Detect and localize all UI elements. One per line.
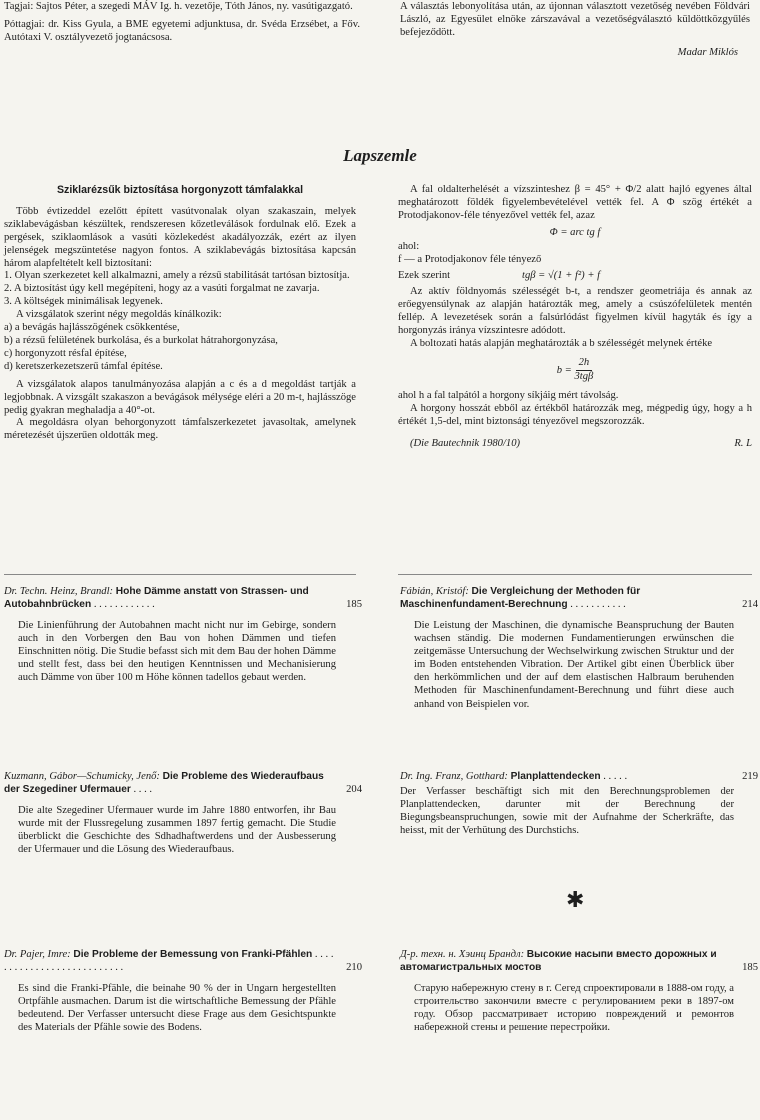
abstract-brandl-de bbox=[4, 585, 362, 684]
abstract-kuzmann bbox=[4, 770, 362, 856]
option-b: b) a rézsű felületének burkolása, és a burkolat hátrahorgonyzása, bbox=[4, 334, 278, 346]
arch-effect-paragraph: A boltozati hatás alapján meghatározták a b szélességét melynek értéke bbox=[410, 337, 713, 349]
abstract-text: Die Linienführung der Autobahnen macht nicht nur im Gebirge, sondern auch in den Vorbergen den Bau von hohen Dämmen und tiefen Einschnitten nötig. Die Studie befasst sich mit dem Bau der hohen Dämme und stellt fest, dass bei den heutigen Kenntnissen und Mechanisierung auch Dämme von über 100 m Höhe können tadellos gebaut werden. bbox=[18, 620, 336, 684]
study-paragraph: A vizsgálatok alapos tanulmányozása alapján a c és a d megoldást tartják a legjobbnak. A vizsgált szakaszon a bevágások mélysége eléri a 20 m-t, hajlásszöge pedig gyakran meghaladja a 40°-ot. bbox=[4, 378, 356, 416]
abstract-header bbox=[4, 585, 362, 611]
abstract-leader-dots: . . . . . . . . . . . . . . . . . . . . . . . . . . . bbox=[4, 949, 334, 973]
where-f-definition: f — a Protodjakonov féle tényező bbox=[398, 253, 542, 265]
abstract-title: Высокие насыпи вместо дорожных и автомагистральных мостов bbox=[400, 949, 717, 973]
abstract-author: Dr. Techn. Heinz, Brandl: bbox=[4, 586, 114, 597]
requirement-3: 3. A költségek minimálisak legyenek. bbox=[4, 296, 163, 308]
solution-paragraph: A megoldásra olyan behorgonyzott támfalszerkezetet javasoltak, amelynek méretezését újszerűen oldották meg. bbox=[4, 417, 356, 442]
election-closing-paragraph: A választás lebonyolítása után, az újonnan választott vezetőség nevében Földvári László, az Egyesület elnöke zárszavával a vezetőségválasztó küldöttközgyűlés befejeződött. bbox=[400, 1, 750, 39]
article-intro: Több évtizeddel ezelőtt épített vasútvonalak olyan szakaszain, melyek sziklabevágásban készültek, rendszeresen kőzetleválások fordulnak elő. Ezek a pergések, sziklaomlások a vasúti közlekedést akadályozzák, ezért az ilyen jelenségek megszüntetése nagyon fontos. A sziklabevágás biztosítása kapcsán három alapfeltételt kell biztosítani: bbox=[4, 205, 356, 269]
abstract-author: Dr. Ing. Franz, Gotthard: bbox=[400, 771, 508, 782]
active-pressure-paragraph: Az aktív földnyomás szélességét b-t, a rendszer geometriája és annak az erőegyensúlynak az alapján határozták meg, amely a csúszófelületek mentén fellép. A levezetések során a falsúrlódást figyelmen kívül hagyták és így a horgonyzás iránya vízszintesre adódott. bbox=[398, 286, 752, 337]
requirement-2: 2. A biztosítást úgy kell megépíteni, hogy az a vasúti forgalmat ne zavarja. bbox=[4, 283, 320, 295]
option-a: a) a bevágás hajlásszögének csökkentése, bbox=[4, 322, 180, 334]
abstract-header bbox=[400, 948, 758, 974]
abstract-page-number: 214 bbox=[742, 599, 758, 610]
abstract-author: Kuzmann, Gábor—Schumicky, Jenő: bbox=[4, 771, 160, 782]
abstract-fabian bbox=[400, 585, 758, 711]
abstract-leader-dots: . . . . . . . . . . . . bbox=[93, 599, 155, 610]
option-d: d) keretszerkezetszerű támfal építése. bbox=[4, 360, 163, 372]
abstract-title: Die Probleme des Wiederaufbaus der Szegediner Ufermauer bbox=[4, 771, 324, 795]
abstract-leader-dots: . . . . . . . . . . . bbox=[570, 599, 626, 610]
article-footer bbox=[398, 438, 752, 451]
section-title: Lapszemle bbox=[343, 146, 417, 165]
formula-beta-row bbox=[398, 270, 752, 283]
abstract-leader-dots: . . . . bbox=[133, 784, 153, 795]
requirement-1: 1. Olyan szerkezetet kell alkalmazni, amely a rézsű stabilitását tartósan biztosítja. bbox=[4, 270, 350, 282]
load-paragraph: A fal oldalterhelését a vízszinteshez β = 45° + Φ/2 alatt hajló egyenes által meghatározott földék figyelembevételével vették fel. A Φ szög értékét a Protodjakonov-féle tényezővel vették fel, azaz bbox=[398, 184, 752, 221]
asterisk-ornament: ✱ bbox=[566, 888, 585, 913]
option-c: c) horgonyzott résfal építése, bbox=[4, 347, 127, 359]
abstract-text: Старую набережную стену в г. Сегед спроектировали в 1888-ом году, а строительство закончили вместе с регулированием реки в 1897-ом году. Обзор рассматривает историю повреждений и ремонтов набережной стены и решение перестройки. bbox=[414, 983, 734, 1034]
abstract-header bbox=[4, 948, 362, 974]
members-paragraph: Tagjai: Sajtos Péter, a szegedi MÁV Ig. h. vezetője, Tóth János, ny. vasútigazgató. bbox=[4, 1, 353, 12]
formula-b-lhs: b = bbox=[556, 364, 572, 376]
abstract-author: Fábián, Kristóf: bbox=[400, 586, 469, 597]
formula-phi: Φ = arc tg f bbox=[549, 226, 601, 238]
abstract-author: Dr. Pajer, Imre: bbox=[4, 949, 71, 960]
abstract-title: Planplattendecken bbox=[510, 771, 601, 782]
abstract-page-number: 204 bbox=[346, 784, 362, 795]
article-right-column bbox=[398, 184, 752, 451]
abstract-page-number: 185 bbox=[742, 962, 758, 973]
formula-b bbox=[398, 357, 752, 384]
abstract-title: Hohe Dämme anstatt von Strassen- und Autobahnbrücken bbox=[4, 586, 309, 610]
abstract-leader-dots: . . . . . bbox=[603, 771, 628, 782]
formula-b-numerator: 2h bbox=[576, 357, 593, 371]
options-intro: A vizsgálatok szerint négy megoldás kínálkozik: bbox=[16, 309, 222, 321]
abstract-header bbox=[400, 770, 758, 783]
article-left-column bbox=[4, 184, 356, 443]
abstract-header bbox=[400, 585, 758, 611]
abstract-brandl-ru bbox=[400, 948, 758, 1034]
abstract-franz bbox=[400, 770, 758, 837]
abstracts-divider-right bbox=[398, 574, 752, 575]
abstract-author: Д-р. техн. н. Хэинц Брандл: bbox=[400, 949, 525, 960]
abstract-text: Es sind die Franki-Pfähle, die beinahe 90 % der in Ungarn hergestellten Ortpfähle ausmachen. Darum ist die wirtschaftliche Bemessung der Pfähle bedeutend. Der Verfasser untersucht diese Frage aus dem Gesichtspunkte des Materials der Pfähle sowie des Bodens. bbox=[18, 983, 336, 1034]
top-right-column bbox=[400, 0, 750, 59]
abstract-page-number: 210 bbox=[346, 962, 362, 973]
top-left-column bbox=[4, 0, 360, 45]
abstract-header bbox=[4, 770, 362, 796]
article-title: Sziklarézsűk biztosítása horgonyzott támfalakkal bbox=[56, 184, 304, 196]
formula-beta: tgβ = √(1 + f²) + f bbox=[522, 270, 601, 282]
article-initials: R. L bbox=[734, 438, 752, 450]
report-signature: Madar Miklós bbox=[677, 46, 738, 58]
deputy-members-paragraph: Póttagjai: dr. Kiss Gyula, a BME egyetemi adjunktusa, dr. Svéda Erzsébet, a Főv. Autótaxi V. osztályvezető jogtanácsosa. bbox=[4, 19, 360, 44]
abstracts-divider-left bbox=[4, 574, 356, 575]
abstract-page-number: 219 bbox=[742, 771, 758, 782]
abstract-text: Die alte Szegediner Ufermauer wurde im Jahre 1880 entworfen, ihr Bau wurde mit der Flussregelung zusammen 1897 fertig gemacht. Die Studie überblickt die Geschichte des Sdhadhaftwerdens und der Ausbesserung der Ufermauer und die Lösung des Wiederaufbaus. bbox=[18, 805, 336, 856]
abstract-text: Die Leistung der Maschinen, die dynamische Beanspruchung der Bauten wachsen ständig. Die modernen Fundamentierungen erwünschen die zeitgemässe Untersuchung der Wechselwirkung zwischen Struktur und der im Boden entstehenden Vibration. Der Artikel gibt einen Überblick über den herkömmlichen und der auf dem elastischen Halbraum beruhenden Methoden für Maschinenfundament-Berechnung und führt diese auch anhand von Beispielen vor. bbox=[414, 620, 734, 710]
abstract-text: Der Verfasser beschäftigt sich mit den Berechnungsproblemen der Planplattendecken, darunter mit der Berechnung der Biegungsbeanspruchungen, sowie mit der Aufnahme der Scherkräfte, das heisst, mit der Verhütung des Durchstichs. bbox=[400, 786, 734, 837]
abstract-page-number: 185 bbox=[346, 599, 362, 610]
abstract-title: Die Probleme der Bemessung von Franki-Pfählen bbox=[73, 949, 313, 960]
formula-beta-label: Ezek szerint bbox=[398, 270, 451, 282]
abstract-title: Die Vergleichung der Methoden für Maschinenfundament-Berechnung bbox=[400, 586, 641, 610]
formula-b-fraction bbox=[574, 357, 593, 384]
where-label: ahol: bbox=[398, 240, 420, 252]
abstract-pajer bbox=[4, 948, 362, 1034]
anchor-length-paragraph: A horgony hosszát ebből az értékből határozzák meg, mégpedig úgy, hogy a h értékét 1,5-del, mint biztonsági tényezővel megszorozzák. bbox=[398, 402, 752, 427]
formula-b-denominator: 3tgβ bbox=[574, 370, 594, 382]
article-source: (Die Bautechnik 1980/10) bbox=[410, 438, 521, 450]
h-definition: ahol h a fal talpától a horgony síkjáig mért távolság. bbox=[398, 389, 619, 401]
